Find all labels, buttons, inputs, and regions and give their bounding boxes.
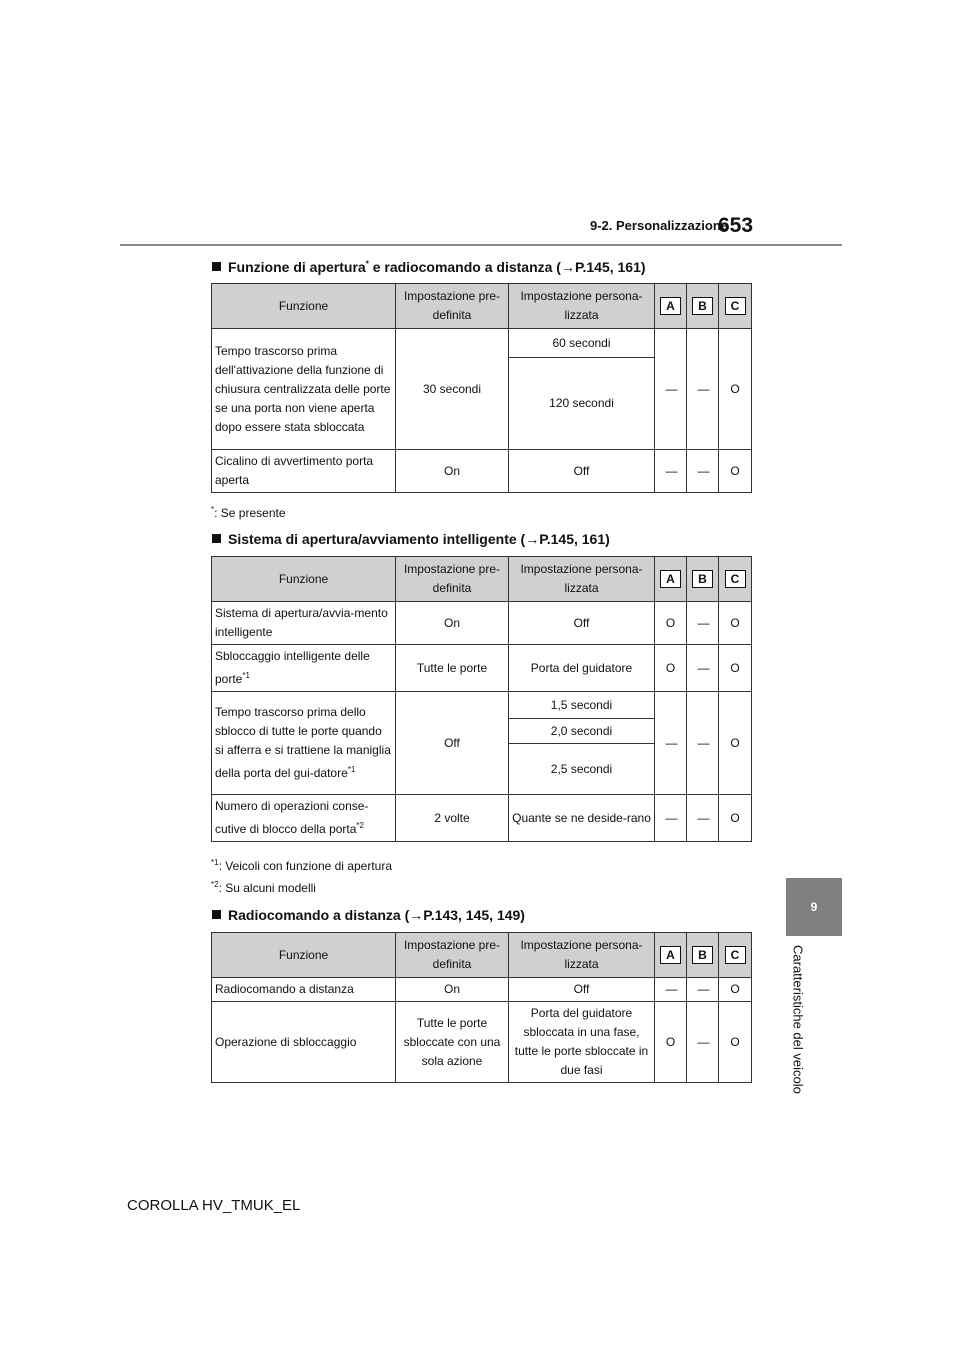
chapter-tab: 9 <box>786 878 842 936</box>
square-bullet-icon <box>212 262 221 271</box>
chapter-label: Caratteristiche del veicolo <box>790 945 806 1094</box>
col-funzione: Funzione <box>212 933 396 978</box>
table-row: Cicalino di avvertimento porta aperta On Off — — O <box>212 450 752 493</box>
col-funzione: Funzione <box>212 557 396 602</box>
table-row: Sistema di apertura/avvia-mento intelligente On Off O — O <box>212 602 752 645</box>
table-row: 2,0 secondi <box>212 719 752 744</box>
col-c: C <box>719 284 752 329</box>
square-bullet-icon <box>212 910 221 919</box>
table-header-row <box>212 933 752 978</box>
col-personalizzata: Impostazione persona-lizzata <box>509 933 655 978</box>
col-a: A <box>655 284 687 329</box>
page-number: 653 <box>718 214 754 237</box>
table-row: Sbloccaggio intelligente delle porte$^{*1}$ Tutte le porte Porta del guidatore O — O <box>212 645 752 692</box>
col-b: B <box>687 557 719 602</box>
table-row: Operazione di sbloccaggio Tutte le porte sbloccate con una sola azione Porta del guidatore sbloccata in una fase, tutte le porte sbloccate in due fasi O — O <box>212 1002 752 1083</box>
col-b: B <box>687 933 719 978</box>
section1-heading: Funzione di apertura* e radiocomando a distanza (→P.145, 161) <box>212 259 646 275</box>
footnote: $^{*1}$: Veicoli con funzione di apertura <box>211 858 393 873</box>
section1-table <box>211 283 752 493</box>
col-predefinita: Impostazione pre-definita <box>396 284 509 329</box>
table-row: Numero di operazioni conse-cutive di blocco della porta$^{*2}$ 2 volte Quante se ne deside-rano — — O <box>212 795 752 842</box>
table-header-row <box>212 284 752 329</box>
header-rule <box>120 244 842 246</box>
col-personalizzata: Impostazione persona-lizzata <box>509 557 655 602</box>
table-header-row <box>212 557 752 602</box>
col-personalizzata: Impostazione persona-lizzata <box>509 284 655 329</box>
table-row: 120 secondi <box>212 358 752 450</box>
col-a: A <box>655 557 687 602</box>
square-bullet-icon <box>212 534 221 543</box>
col-c: C <box>719 557 752 602</box>
table-row: Tempo trascorso prima dello sblocco di tutte le porte quando si afferra e si trattiene la maniglia della porta del gui-datore$^{*1}$ Off 1,5 secondi — — O <box>212 692 752 719</box>
col-c: C <box>719 933 752 978</box>
section-header: 9-2. Personalizzazione <box>590 218 728 233</box>
col-b: B <box>687 284 719 329</box>
footnote: *: Se presente <box>211 505 286 520</box>
col-a: A <box>655 933 687 978</box>
table-row: 2,5 secondi <box>212 744 752 795</box>
section2-heading: Sistema di apertura/avviamento intelligente (→P.145, 161) <box>212 531 610 547</box>
col-predefinita: Impostazione pre-definita <box>396 557 509 602</box>
table-row: Tempo trascorso prima dell'attivazione della funzione di chiusura centralizzata delle porte se una porta non viene aperta dopo essere stata sbloccata 30 secondi 60 secondi — — O <box>212 329 752 358</box>
footer-model: COROLLA HV_TMUK_EL <box>127 1197 301 1214</box>
section3-table <box>211 932 752 1083</box>
footnote: $^{*2}$: Su alcuni modelli <box>211 880 316 895</box>
section3-heading: Radiocomando a distanza (→P.143, 145, 149) <box>212 907 525 923</box>
col-predefinita: Impostazione pre-definita <box>396 933 509 978</box>
table-row: Radiocomando a distanza On Off — — O <box>212 978 752 1002</box>
section2-table <box>211 556 752 842</box>
col-funzione: Funzione <box>212 284 396 329</box>
